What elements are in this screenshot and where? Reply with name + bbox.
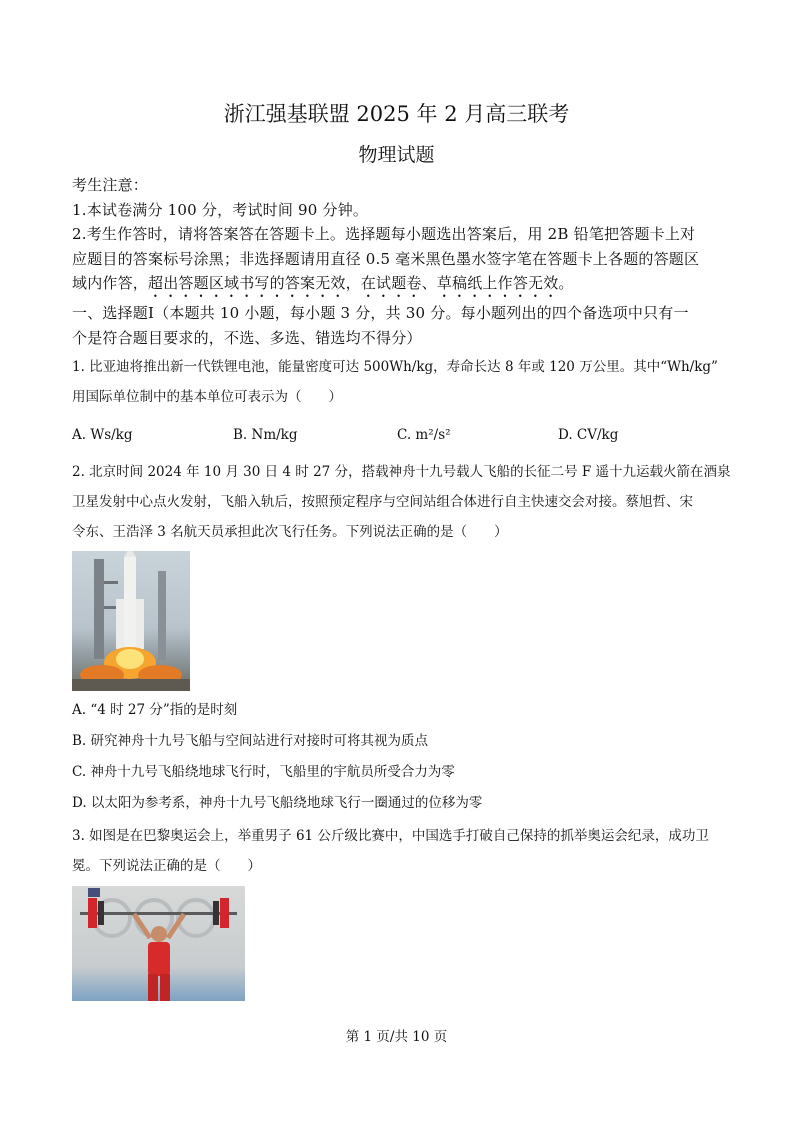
question-3-line-2: 冕。下列说法正确的是（ ） <box>72 858 261 874</box>
notice-text: 域内作答， <box>72 274 149 292</box>
notice-item-2-line-1: 2.考生作答时，请将答案答在答题卡上。选择题每小题选出答案后，用 2B 铅笔把答题卡上对 <box>72 225 696 243</box>
notice-heading: 考生注意： <box>72 176 149 194</box>
question-1-option-a: A. Ws/kg <box>72 427 133 443</box>
question-2-line-3: 令东、王浩泽 3 名航天员承担此次飞行任务。下列说法正确的是（ ） <box>72 524 508 540</box>
question-2-option-b: B. 研究神舟十九号飞船与空间站进行对接时可将其视为质点 <box>72 733 429 749</box>
page-number: 第 1 页/共 10 页 <box>345 1029 448 1045</box>
rocket-launch-illustration <box>72 551 190 691</box>
weightlifter-illustration <box>72 886 245 1001</box>
notice-item-1: 1.本试卷满分 100 分，考试时间 90 分钟。 <box>72 201 369 219</box>
question-2-line-1: 2. 北京时间 2024 年 10 月 30 日 4 时 27 分，搭载神舟十九号载人飞船的长征二号 F 遥十九运载火箭在酒泉 <box>72 464 731 480</box>
notice-item-2-line-3 <box>72 273 574 301</box>
question-1-option-c: C. m²/s² <box>397 427 451 443</box>
emphasized-notice: 超出答题区域书写的答案无效，在试题卷、草稿纸上作答无效 <box>148 274 559 292</box>
question-2-line-2: 卫星发射中心点火发射，飞船入轨后，按照预定程序与空间站组合体进行自主快速交会对接。蔡旭哲、宋 <box>72 494 693 510</box>
section-heading-line-1: 一、选择题Ⅰ（本题共 10 小题，每小题 3 分，共 30 分。每小题列出的四个备选项中只有一 <box>72 304 689 322</box>
question-1-option-b: B. Nm/kg <box>233 427 298 443</box>
question-2-option-a: A. “4 时 27 分”指的是时刻 <box>72 702 238 718</box>
notice-item-2-line-2: 应题目的答案标号涂黑；非选择题请用直径 0.5 毫米黑色墨水签字笔在答题卡上各题的答题区 <box>72 250 700 268</box>
weightlifter-photo <box>72 886 245 1001</box>
question-2-option-d: D. 以太阳为参考系，神舟十九号飞船绕地球飞行一圈通过的位移为零 <box>72 795 483 811</box>
exam-title: 浙江强基联盟 2025 年 2 月高三联考 <box>223 102 570 126</box>
notice-period: 。 <box>558 274 574 292</box>
question-1-option-d: D. CV/kg <box>558 427 619 443</box>
question-3-line-1: 3. 如图是在巴黎奥运会上，举重男子 61 公斤级比赛中，中国选手打破自己保持的抓举奥运会纪录，成功卫 <box>72 828 709 844</box>
question-1-line-2: 用国际单位制中的基本单位可表示为（ ） <box>72 389 342 405</box>
question-1-line-1: 1. 比亚迪将推出新一代铁锂电池，能量密度可达 500Wh/kg，寿命长达 8 年或 120 万公里。其中“Wh/kg” <box>72 359 718 375</box>
question-2-option-c: C. 神舟十九号飞船绕地球飞行时，飞船里的宇航员所受合力为零 <box>72 764 455 780</box>
section-heading-line-2: 个是符合题目要求的，不选、多选、错选均不得分） <box>72 329 422 347</box>
rocket-launch-photo <box>72 551 190 691</box>
exam-subject: 物理试题 <box>358 144 435 166</box>
